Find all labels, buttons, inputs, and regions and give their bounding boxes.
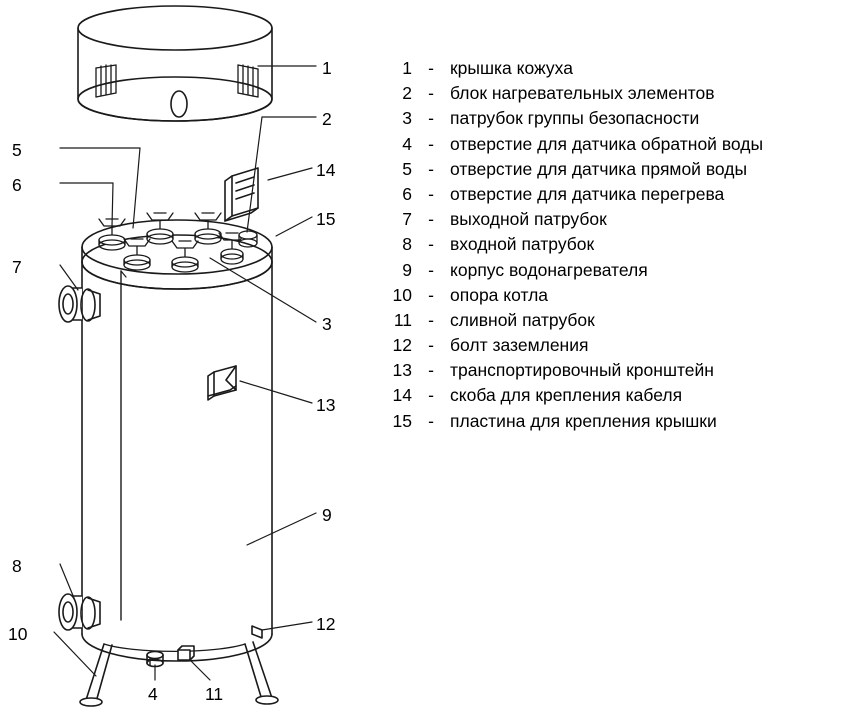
legend-item-label: крышка кожуха (450, 58, 573, 78)
legend-item (378, 283, 848, 308)
legend-item-number: 11 (393, 309, 412, 330)
legend-dash: - (428, 183, 434, 204)
legend-item (378, 409, 848, 434)
callout-4: 4 (148, 684, 158, 704)
callout-5: 5 (12, 140, 22, 160)
legend-item-label: болт заземления (450, 335, 589, 356)
legend-item-label: отверстие для датчика прямой воды (450, 158, 748, 179)
ground-bolt (252, 626, 262, 638)
legend-item-number: 2 (402, 83, 412, 104)
legend-dash: - (428, 108, 434, 129)
legend-item (378, 207, 848, 232)
legend-dash: - (428, 309, 434, 330)
leader-lines (54, 66, 316, 680)
legend-item-number: 14 (392, 385, 412, 406)
legend-item-label: отверстие для датчика перегрева (450, 183, 725, 204)
legend-item-number: 10 (392, 284, 412, 305)
callout-13: 13 (316, 395, 336, 415)
legend-dash: - (428, 335, 434, 356)
legend-item (378, 157, 848, 182)
legend-item-label: отверстие для датчика обратной воды (450, 133, 764, 154)
legend-dash: - (428, 158, 434, 179)
bottom-stubs (147, 646, 194, 667)
callout-8: 8 (12, 556, 22, 576)
legend-dash: - (428, 83, 434, 104)
transport-bracket (208, 366, 236, 400)
callout-6: 6 (12, 175, 22, 195)
legend-dash: - (428, 133, 434, 154)
legend (378, 56, 848, 434)
legend-item-number: 1 (402, 58, 412, 78)
legend-item (378, 81, 848, 106)
cover-cap (78, 6, 272, 121)
legend-item-label: сливной патрубок (450, 309, 595, 330)
legend-item-label: корпус водонагревателя (450, 259, 648, 280)
legend-item-label: входной патрубок (450, 234, 595, 255)
legend-item-label: пластина для крепления крышки (450, 410, 717, 431)
legend-dash: - (428, 234, 434, 255)
legend-item (378, 383, 848, 408)
legend-dash: - (428, 259, 434, 280)
legend-dash: - (428, 360, 434, 381)
legend-item-number: 3 (402, 108, 412, 129)
legend-item-number: 9 (402, 259, 412, 280)
callout-12: 12 (316, 614, 336, 634)
callout-3: 3 (322, 314, 332, 334)
legend-item-number: 15 (392, 410, 412, 431)
outlet-pipe (59, 286, 100, 322)
legend-item-label: блок нагревательных элементов (450, 83, 715, 104)
cable-bracket (225, 168, 258, 221)
callout-15: 15 (316, 209, 336, 229)
inlet-pipe (59, 594, 100, 630)
callout-11: 11 (205, 684, 224, 704)
legend-item (378, 333, 848, 358)
legend-dash: - (428, 385, 434, 406)
vessel-body (82, 262, 272, 661)
legend-item (378, 358, 848, 383)
legend-dash: - (428, 209, 434, 230)
legend-item-number: 12 (392, 335, 412, 356)
legend-item-number: 4 (402, 133, 412, 154)
legend-item-number: 5 (402, 158, 412, 179)
callout-7: 7 (12, 257, 22, 277)
legend-item (378, 182, 848, 207)
callout-2: 2 (322, 109, 332, 129)
legend-item-label: выходной патрубок (450, 209, 607, 230)
legend-item-number: 8 (402, 234, 412, 255)
callout-1: 1 (322, 58, 332, 78)
legend-dash: - (428, 284, 434, 305)
legend-item (378, 132, 848, 157)
legend-dash: - (428, 410, 434, 431)
legend-item-label: скоба для крепления кабеля (450, 385, 683, 406)
legend-item-number: 7 (402, 209, 412, 230)
legend-item-label: патрубок группы безопасности (450, 108, 700, 129)
callout-14: 14 (316, 160, 336, 180)
legend-item (378, 232, 848, 257)
legend-item-number: 13 (392, 360, 412, 381)
legend-item (378, 106, 848, 131)
legend-item (378, 308, 848, 333)
legend-item-number: 6 (402, 183, 412, 204)
callout-9: 9 (322, 505, 332, 525)
legend-item (378, 258, 848, 283)
legend-dash: - (428, 58, 434, 78)
callout-10: 10 (8, 624, 28, 644)
legend-item-label: транспортировочный кронштейн (450, 360, 714, 381)
legend-item-label: опора котла (450, 284, 549, 305)
legend-item (378, 56, 848, 81)
